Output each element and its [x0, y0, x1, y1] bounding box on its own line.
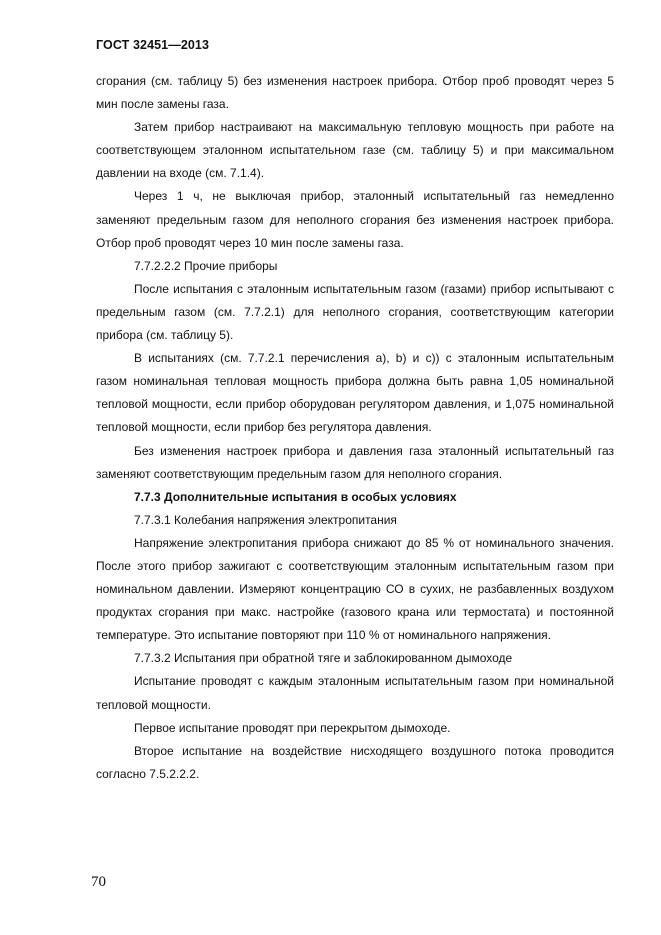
page-number: 70 [91, 874, 106, 890]
paragraph-first-test: Первое испытание проводят при перекрытом дымоходе. [134, 720, 451, 735]
paragraph-voltage-test: Напряжение электропитания прибора снижают до 85 % от номинального значения. После этого прибор зажигают с соответствующим эталонным испытательным газом при номинальном давлении. Измеряют концентрацию СО в сухих, не разбавленных воздухом продуктах сгорания при макс. настройке (газового крана или термостата) и постоянной температуре. Это испытание повторяют при 110 % от номинального напряжения. [96, 535, 614, 643]
document-header: ГОСТ 32451—2013 [96, 38, 210, 52]
subsection-heading-7-7-3-2: 7.7.3.2 Испытания при обратной тяге и заблокированном дымоходе [134, 651, 513, 666]
subsection-heading-7-7-2-2-2: 7.7.2.2.2 Прочие приборы [134, 258, 278, 273]
paragraph-limit-gas-test: После испытания с эталонным испытательным газом (газами) прибор испытывают с предельным газом (см. 7.7.2.1) для неполного сгорания, соответствующим категории прибора (см. таблицу 5). [96, 281, 614, 343]
document-body [96, 70, 614, 786]
paragraph-max-power: Затем прибор настраивают на максимальную тепловую мощность при работе на соответствующем эталонном испытательном газе (см. таблицу 5) и при максимальном давлении на входе (см. 7.1.4). [96, 120, 614, 181]
paragraph-second-test: Второе испытание на воздействие нисходящего воздушного потока проводится согласно 7.5.2.2.2. [96, 743, 614, 781]
section-heading-7-7-3: 7.7.3 Дополнительные испытания в особых условиях [134, 489, 457, 504]
paragraph-flue-test: Испытание проводят с каждым эталонным испытательным газом при номинальной тепловой мощности. [96, 674, 614, 712]
paragraph-gas-replacement: Через 1 ч, не выключая прибор, эталонный испытательный газ немедленно заменяют предельным газом для неполного сгорания без изменения настроек прибора. Отбор проб проводят через 10 мин после замены газа. [96, 189, 614, 250]
subsection-heading-7-7-3-1: 7.7.3.1 Колебания напряжения электропитания [134, 512, 397, 527]
paragraph-nominal-power: В испытаниях (см. 7.7.2.1 перечисления а), b) и с)) с эталонным испытательным газом номинальная тепловая мощность прибора должна быть равна 1,05 номинальной тепловой мощности, если прибор оборудован регулятором давления, и 1,075 номинальной тепловой мощности, если прибор без регулятора давления. [96, 351, 614, 435]
paragraph-no-adjustment: Без изменения настроек прибора и давления газа эталонный испытательный газ заменяют соответствующим предельным газом для неполного сгорания. [96, 443, 614, 481]
paragraph-continuation: сгорания (см. таблицу 5) без изменения настроек прибора. Отбор проб проводят через 5 мин после замены газа. [96, 74, 614, 112]
